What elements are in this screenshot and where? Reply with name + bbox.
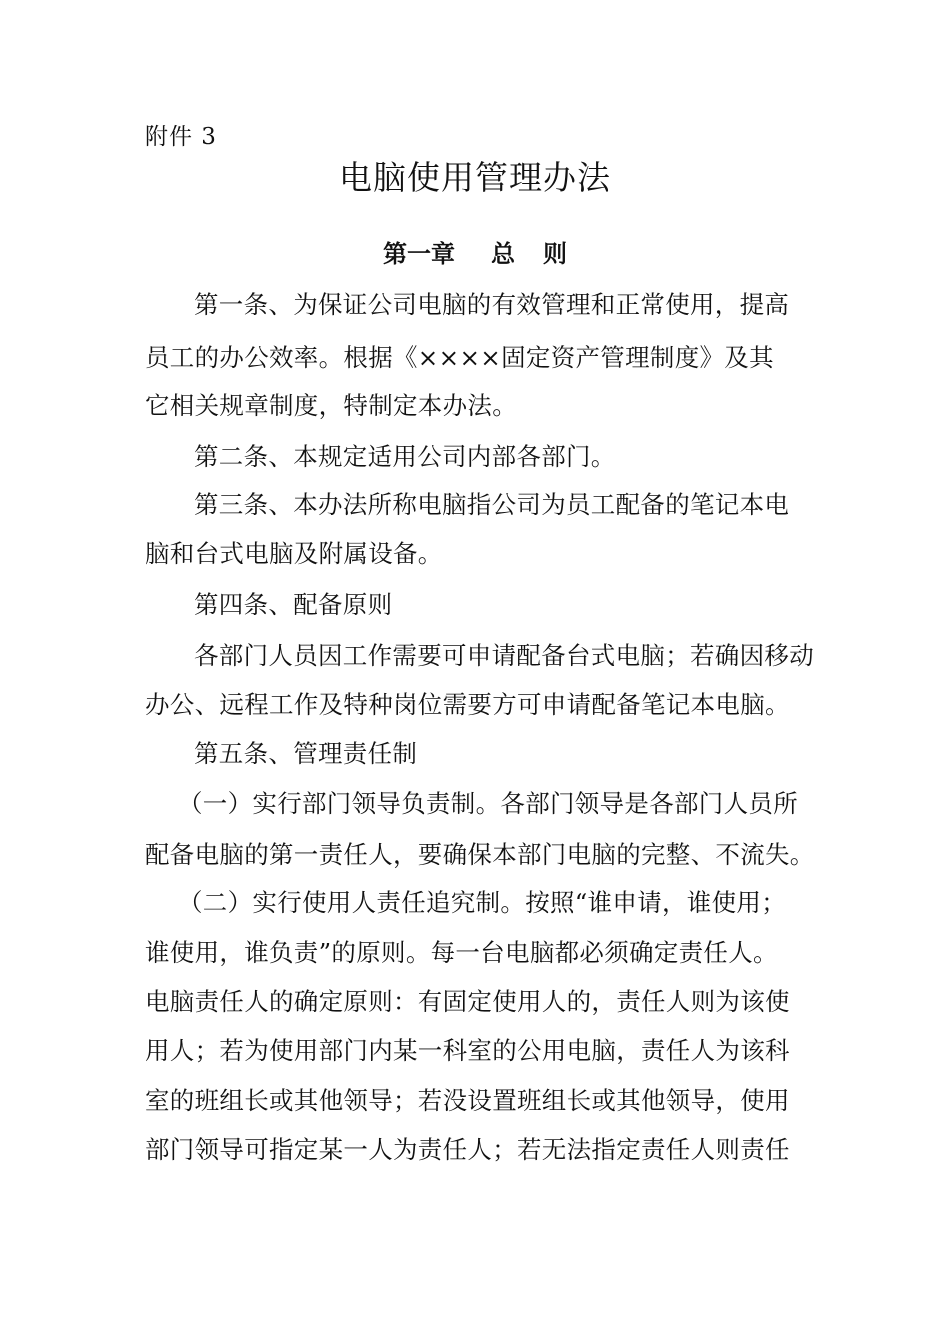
text-line: 用人；若为使用部门内某一科室的公用电脑，责任人为该科: [145, 1036, 790, 1065]
chapter-word-2: 则: [543, 240, 567, 268]
attachment-label: 附件 3: [145, 124, 217, 150]
text-line-item-1: （一）实行部门领导负责制。各部门领导是各部门人员所: [178, 789, 798, 818]
text-line: 配备电脑的第一责任人，要确保本部门电脑的完整、不流失。: [145, 840, 815, 869]
text-line-article-2: 第二条、本规定适用公司内部各部门。: [194, 442, 616, 471]
text-line-article-3: 第三条、本办法所称电脑指公司为员工配备的笔记本电: [194, 490, 790, 519]
chapter-number: 第一章: [383, 240, 455, 268]
text-line-article-5: 第五条、管理责任制: [194, 739, 418, 768]
text-line: 办公、远程工作及特种岗位需要方可申请配备笔记本电脑。: [145, 690, 790, 719]
chapter-heading: [0, 234, 950, 269]
text-line: 各部门人员因工作需要可申请配备台式电脑；若确因移动: [194, 641, 814, 670]
text-line: 谁使用，谁负责”的原则。每一台电脑都必须确定责任人。: [145, 938, 778, 967]
text-line: 电脑责任人的确定原则：有固定使用人的，责任人则为该使: [145, 987, 790, 1016]
text-line: 脑和台式电脑及附属设备。: [145, 539, 443, 568]
text-line: 室的班组长或其他领导；若没设置班组长或其他领导，使用: [145, 1086, 790, 1115]
text-line-article-4: 第四条、配备原则: [194, 590, 393, 619]
text-line: 它相关规章制度，特制定本办法。: [145, 391, 517, 420]
text-line: 部门领导可指定某一人为责任人；若无法指定责任人则责任: [145, 1135, 790, 1164]
text-line: 员工的办公效率。根据《××××固定资产管理制度》及其: [145, 343, 774, 372]
document-title: 电脑使用管理办法: [339, 158, 611, 197]
text-line-item-2: （二）实行使用人责任追究制。按照“谁申请，谁使用；: [178, 888, 787, 917]
chapter-word-1: 总: [491, 240, 515, 268]
text-line-article-1: 第一条、为保证公司电脑的有效管理和正常使用，提高: [194, 290, 790, 319]
